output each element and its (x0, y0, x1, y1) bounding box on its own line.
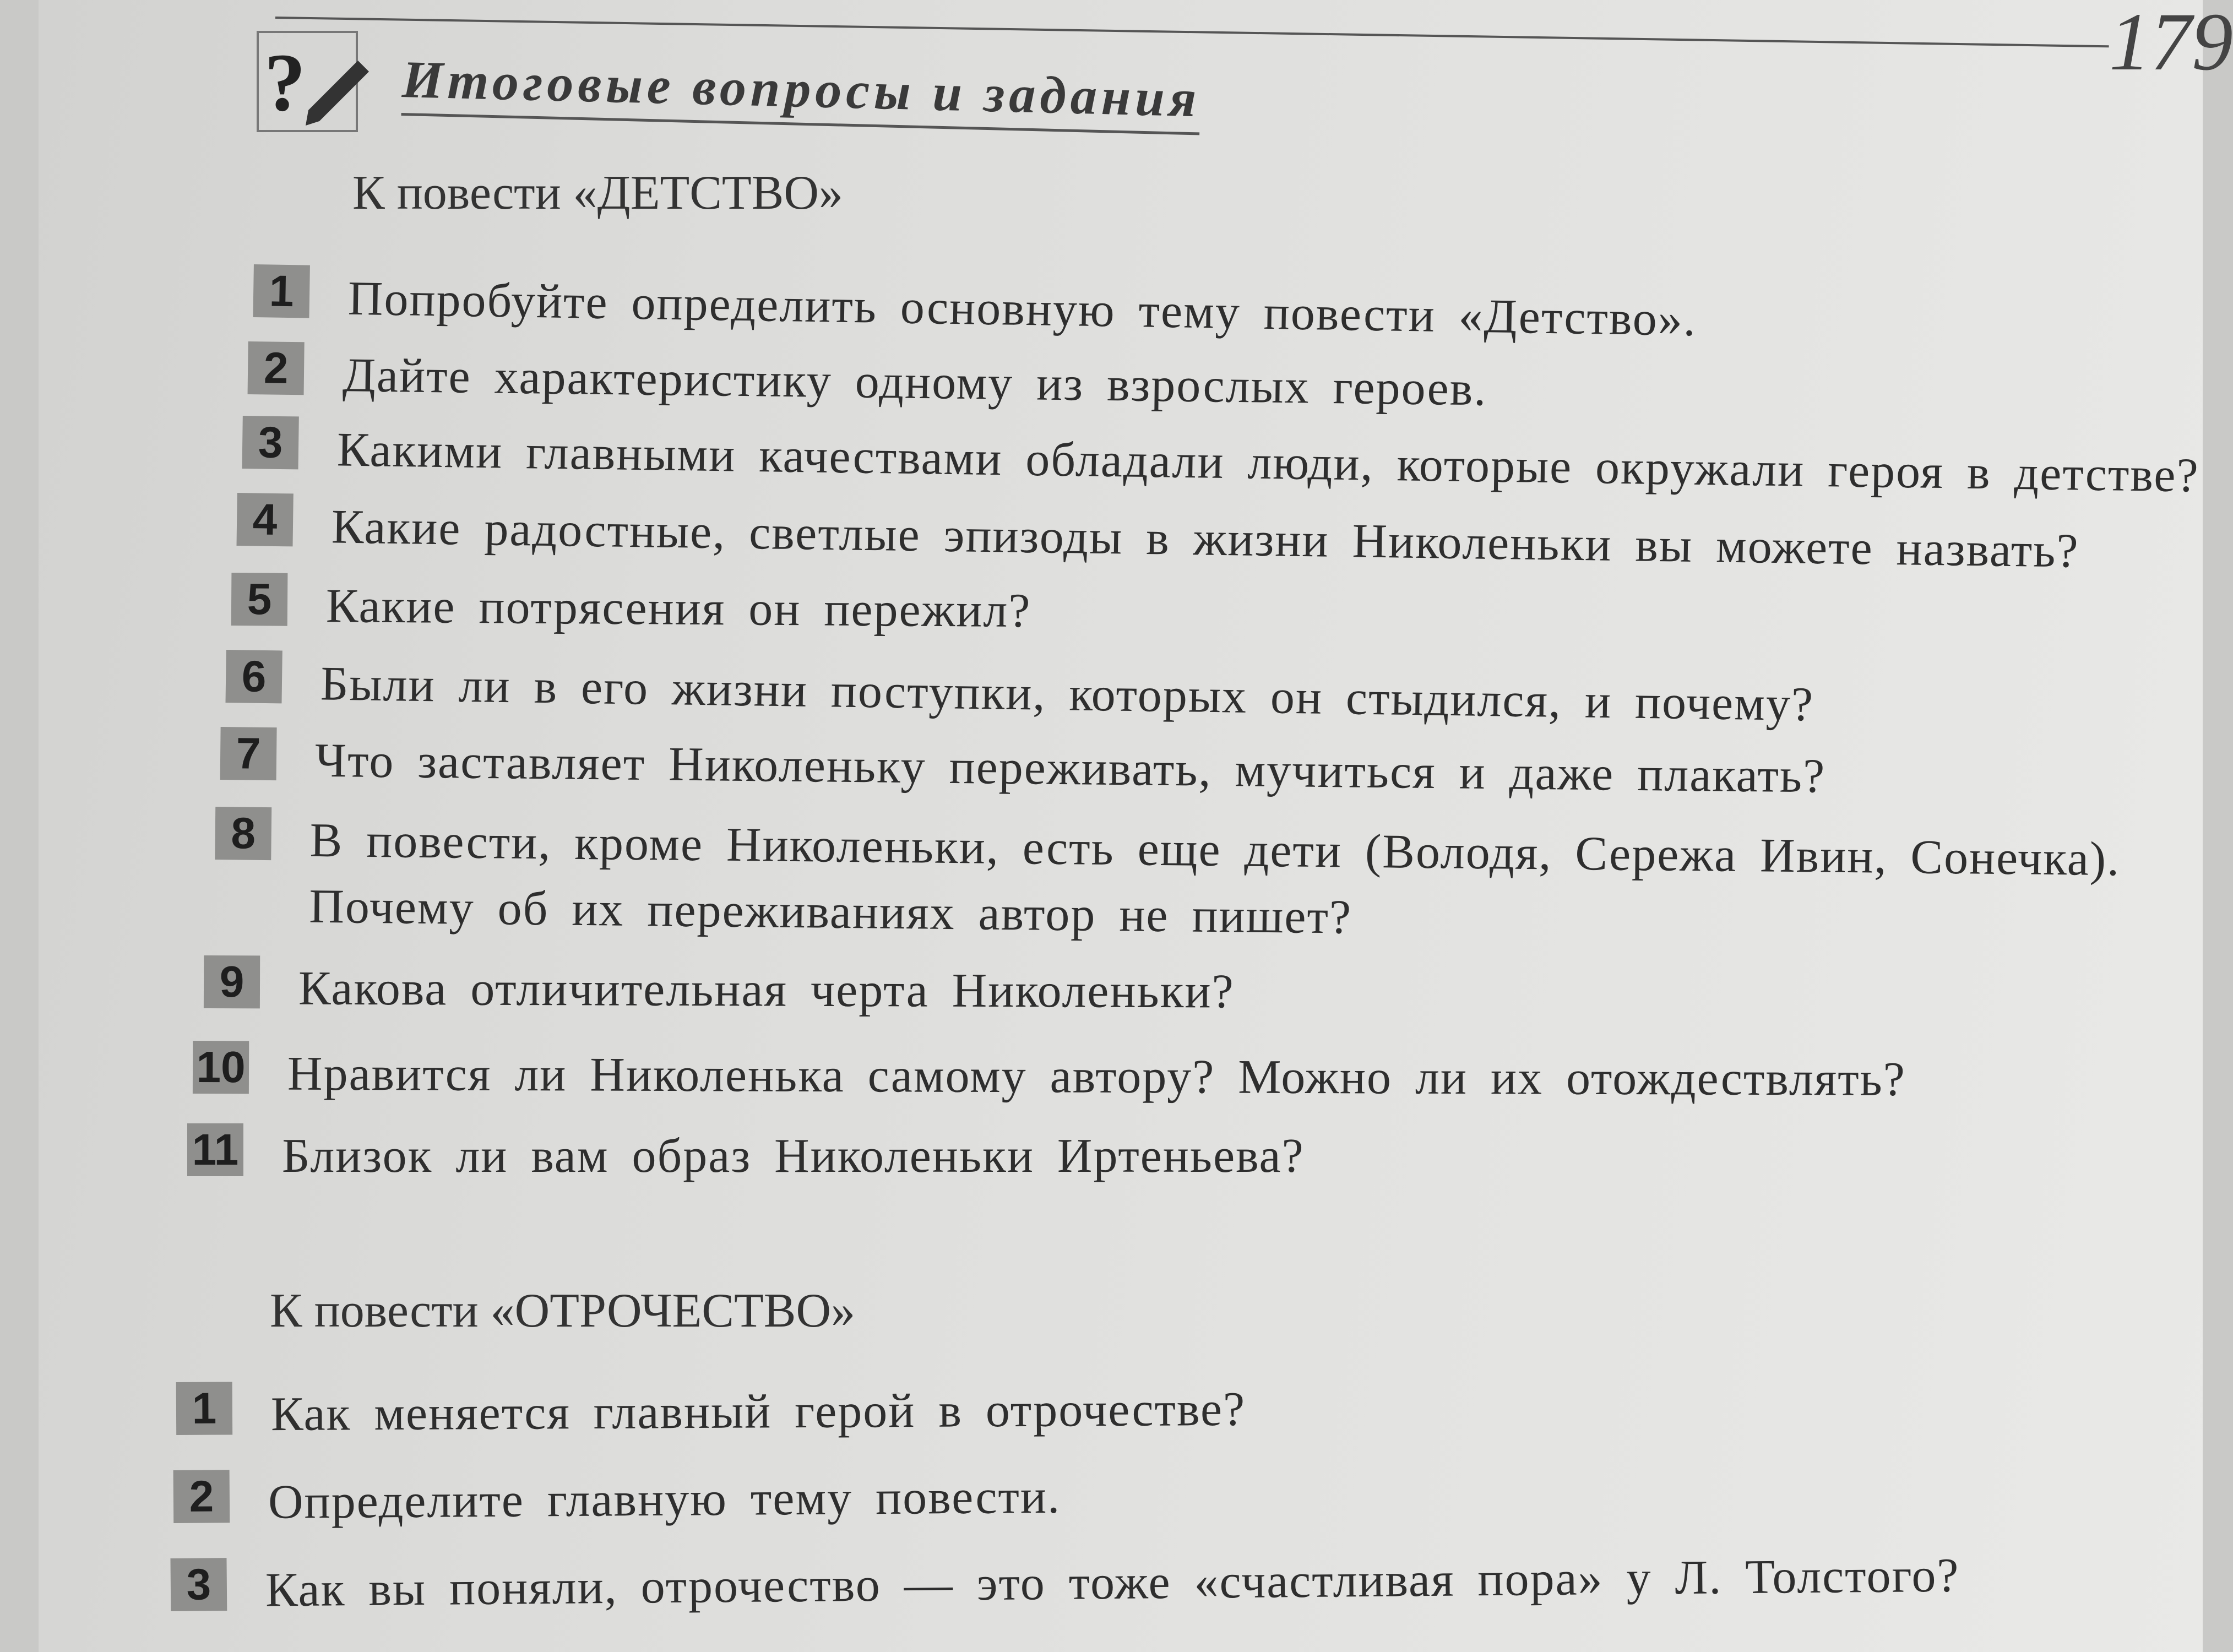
question-item (247, 341, 1487, 422)
question-item (187, 1123, 1305, 1189)
question-text: Что заставляет Николеньку переживать, мучиться и даже плакать? (314, 733, 1826, 803)
question-number: 3 (242, 416, 298, 469)
question-text: Как вы поняли, отрочество — это тоже «счастливая пора» у Л. Толстого? (265, 1548, 1960, 1617)
question-number: 10 (193, 1041, 249, 1094)
question-item (225, 650, 1814, 738)
question-item (236, 493, 2079, 585)
question-item (170, 1543, 1959, 1624)
question-text: В повести, кроме Николеньки, есть еще дети (Володя, Сережа Ивин, Сонечка). Почему об их переживаниях автор не пишет? (308, 813, 2121, 944)
question-number: 3 (170, 1558, 227, 1611)
question-number: 8 (215, 807, 271, 860)
question-pencil-icon (253, 28, 374, 138)
question-number: 1 (253, 264, 309, 318)
question-text: Какие потрясения он пережил? (325, 579, 1031, 638)
question-number: 5 (231, 573, 288, 626)
question-item (253, 264, 1697, 353)
question-text: Какие радостные, светлые эпизоды в жизни Николеньки вы можете назвать? (331, 500, 2080, 578)
question-number: 7 (220, 727, 277, 780)
question-text: Дайте характеристику одному из взрослых героев. (342, 349, 1487, 416)
question-text: Как меняется главный герой в отрочестве? (270, 1382, 1246, 1442)
question-number: 6 (225, 650, 282, 703)
question-number: 2 (173, 1470, 230, 1523)
question-text: Какими главными качествами обладали люди, которые окружали героя в детстве? (336, 423, 2200, 503)
question-item (173, 1464, 1061, 1536)
subsection-title-otrochestvo: К повести «ОТРОЧЕСТВО» (270, 1284, 856, 1338)
question-item (214, 807, 2127, 959)
svg-text:?: ? (264, 37, 306, 128)
book-page (39, 0, 2233, 1652)
question-item (231, 573, 1031, 644)
question-item (193, 1041, 1906, 1113)
question-item (176, 1377, 1246, 1448)
section-heading: Итоговые вопросы и задания (401, 48, 1202, 135)
question-text: Попробуйте определить основную тему повести «Детство». (347, 271, 1697, 347)
question-text: Какова отличительная черта Николеньки? (298, 961, 1235, 1019)
question-number: 2 (248, 341, 305, 395)
question-text: Нравится ли Николенька самому автору? Можно ли их отождествлять? (287, 1047, 1906, 1106)
question-number: 9 (204, 955, 260, 1008)
question-text: Были ли в его жизни поступки, которых он стыдился, и почему? (320, 657, 1814, 732)
question-text: Близок ли вам образ Николеньки Иртеньева? (282, 1129, 1305, 1183)
question-number: 11 (187, 1123, 243, 1176)
top-rule (275, 17, 2109, 47)
question-item (220, 727, 1825, 810)
question-number: 4 (236, 493, 293, 546)
question-text: Определите главную тему повести. (268, 1470, 1061, 1529)
question-item (204, 955, 1235, 1025)
subsection-title-detstvo: К повести «ДЕТСТВО» (352, 166, 843, 220)
question-number: 1 (176, 1382, 233, 1435)
page-number: 179 (2109, 0, 2233, 88)
question-item (242, 416, 2199, 509)
